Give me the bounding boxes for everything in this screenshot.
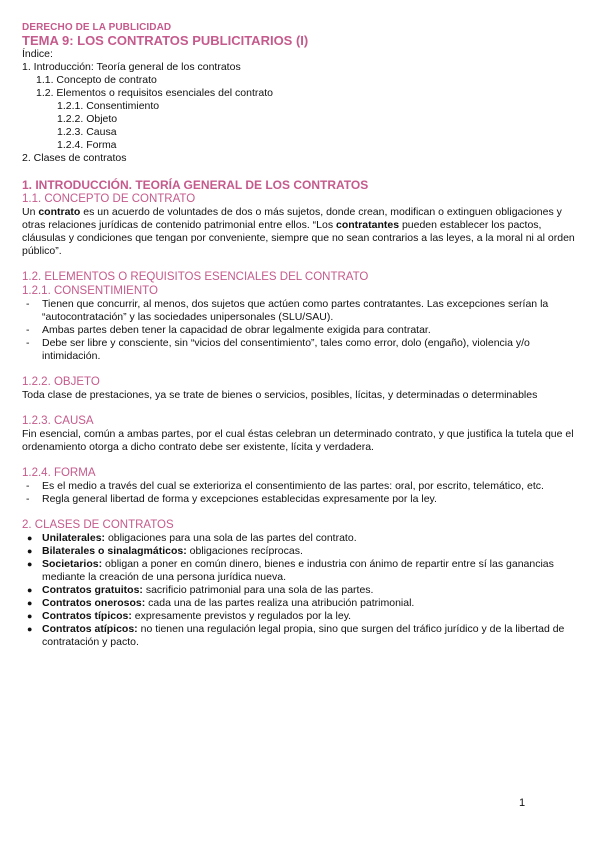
list-item: ● Bilaterales o sinalagmáticos: obligaciones recíprocas. xyxy=(27,545,303,557)
list-item: ● Unilaterales: obligaciones para una sola de las partes del contrato. xyxy=(27,532,357,544)
toc-item: 1.1. Concepto de contrato xyxy=(36,74,157,86)
dash-marker: - xyxy=(26,480,30,492)
toc-item: 1. Introducción: Teoría general de los contratos xyxy=(22,61,241,73)
bullet-marker: ● xyxy=(27,624,33,634)
subsection-heading: 1.2.2. OBJETO xyxy=(22,376,100,388)
dash-marker: - xyxy=(26,298,30,310)
toc-item: 1.2.4. Forma xyxy=(57,139,117,151)
bullet-marker: ● xyxy=(27,585,33,595)
subsection-heading: 1.2.3. CAUSA xyxy=(22,415,94,427)
document-title: TEMA 9: LOS CONTRATOS PUBLICITARIOS (I) xyxy=(22,33,309,48)
toc-item: 1.2.1. Consentimiento xyxy=(57,100,160,112)
subsection-heading: 1.2.4. FORMA xyxy=(22,467,96,479)
subsection-heading: 1.2. ELEMENTOS O REQUISITOS ESENCIALES DEL CONTRATO xyxy=(22,271,369,283)
document-page xyxy=(22,21,582,649)
toc-label: Índice: xyxy=(22,48,53,60)
list-item: - Regla general libertad de forma y excepciones establecidas expresamente por la ley. xyxy=(26,493,437,505)
subject-label: DERECHO DE LA PUBLICIDAD xyxy=(22,22,172,33)
toc-item: 2. Clases de contratos xyxy=(22,152,127,164)
bullet-marker: ● xyxy=(27,546,33,556)
list-item: - Ambas partes deben tener la capacidad de obrar legalmente exigida para contratar. xyxy=(26,324,431,336)
forma-list xyxy=(22,480,582,506)
subsection-heading: 1.1. CONCEPTO DE CONTRATO xyxy=(22,193,196,205)
list-item: ● Contratos atípicos: no tienen una regulación legal propia, sino que surgen del tráfico jurídico y de la libertad de contratación y pacto. xyxy=(27,623,565,648)
paragraph-objeto: Toda clase de prestaciones, ya se trate de bienes o servicios, posibles, lícitas, y determinadas o determinables xyxy=(22,389,538,401)
subsection-heading: 1.2.1. CONSENTIMIENTO xyxy=(22,285,158,297)
list-item: ● Societarios: obligan a poner en común dinero, bienes e industria con ánimo de repartir entre sí las ganancias mediante la creación de una persona jurídica nueva. xyxy=(27,558,554,583)
list-item: - Tienen que concurrir, al menos, dos sujetos que actúen como partes contratantes. Las excepciones serían la “autocontratación” y las sociedades unipersonales (SLU/SAU). xyxy=(26,298,549,323)
table-of-contents xyxy=(22,61,582,165)
list-item: - Debe ser libre y consciente, sin “vicios del consentimiento”, tales como error, dolo (engaño), violencia y/o intimidación. xyxy=(26,337,530,362)
dash-marker: - xyxy=(26,324,30,336)
page-number: 1 xyxy=(519,797,526,809)
dash-marker: - xyxy=(26,493,30,505)
toc-item: 1.2.3. Causa xyxy=(57,126,117,138)
bullet-marker: ● xyxy=(27,559,33,569)
clases-list xyxy=(22,532,582,649)
paragraph-causa: Fin esencial, común a ambas partes, por el cual éstas celebran un determinado contrato, y que justifica la tutela que el ordenamiento otorga a dicho contrato debe ser existente, lícita y verdadera. xyxy=(22,428,574,453)
bullet-marker: ● xyxy=(27,598,33,608)
bullet-marker: ● xyxy=(27,533,33,543)
consentimiento-list xyxy=(22,298,582,363)
dash-marker: - xyxy=(26,337,30,349)
paragraph-concepto: Un contrato es un acuerdo de voluntades de dos o más sujetos, donde crean, modifican o extinguen obligaciones y otras relaciones jurídicas de contenido patrimonial entre ellos. “Los contratantes pueden establecer los pactos, cláusulas y condiciones que tengan por conveniente, siempre que no sean contrarios a las leyes, a la moral ni al orden público”. xyxy=(22,206,575,257)
toc-item: 1.2.2. Objeto xyxy=(57,113,118,125)
list-item: ● Contratos gratuitos: sacrificio patrimonial para una sola de las partes. xyxy=(27,584,374,596)
list-item: - Es el medio a través del cual se exterioriza el consentimiento de las partes: oral, por escrito, telemático, etc. xyxy=(26,480,544,492)
list-item: ● Contratos típicos: expresamente previstos y regulados por la ley. xyxy=(27,610,352,622)
section-heading: 1. INTRODUCCIÓN. TEORÍA GENERAL DE LOS CONTRATOS xyxy=(22,178,369,192)
list-item: ● Contratos onerosos: cada una de las partes realiza una atribución patrimonial. xyxy=(27,597,415,609)
toc-item: 1.2. Elementos o requisitos esenciales del contrato xyxy=(36,87,273,99)
bullet-marker: ● xyxy=(27,611,33,621)
section-heading: 2. CLASES DE CONTRATOS xyxy=(22,519,174,531)
